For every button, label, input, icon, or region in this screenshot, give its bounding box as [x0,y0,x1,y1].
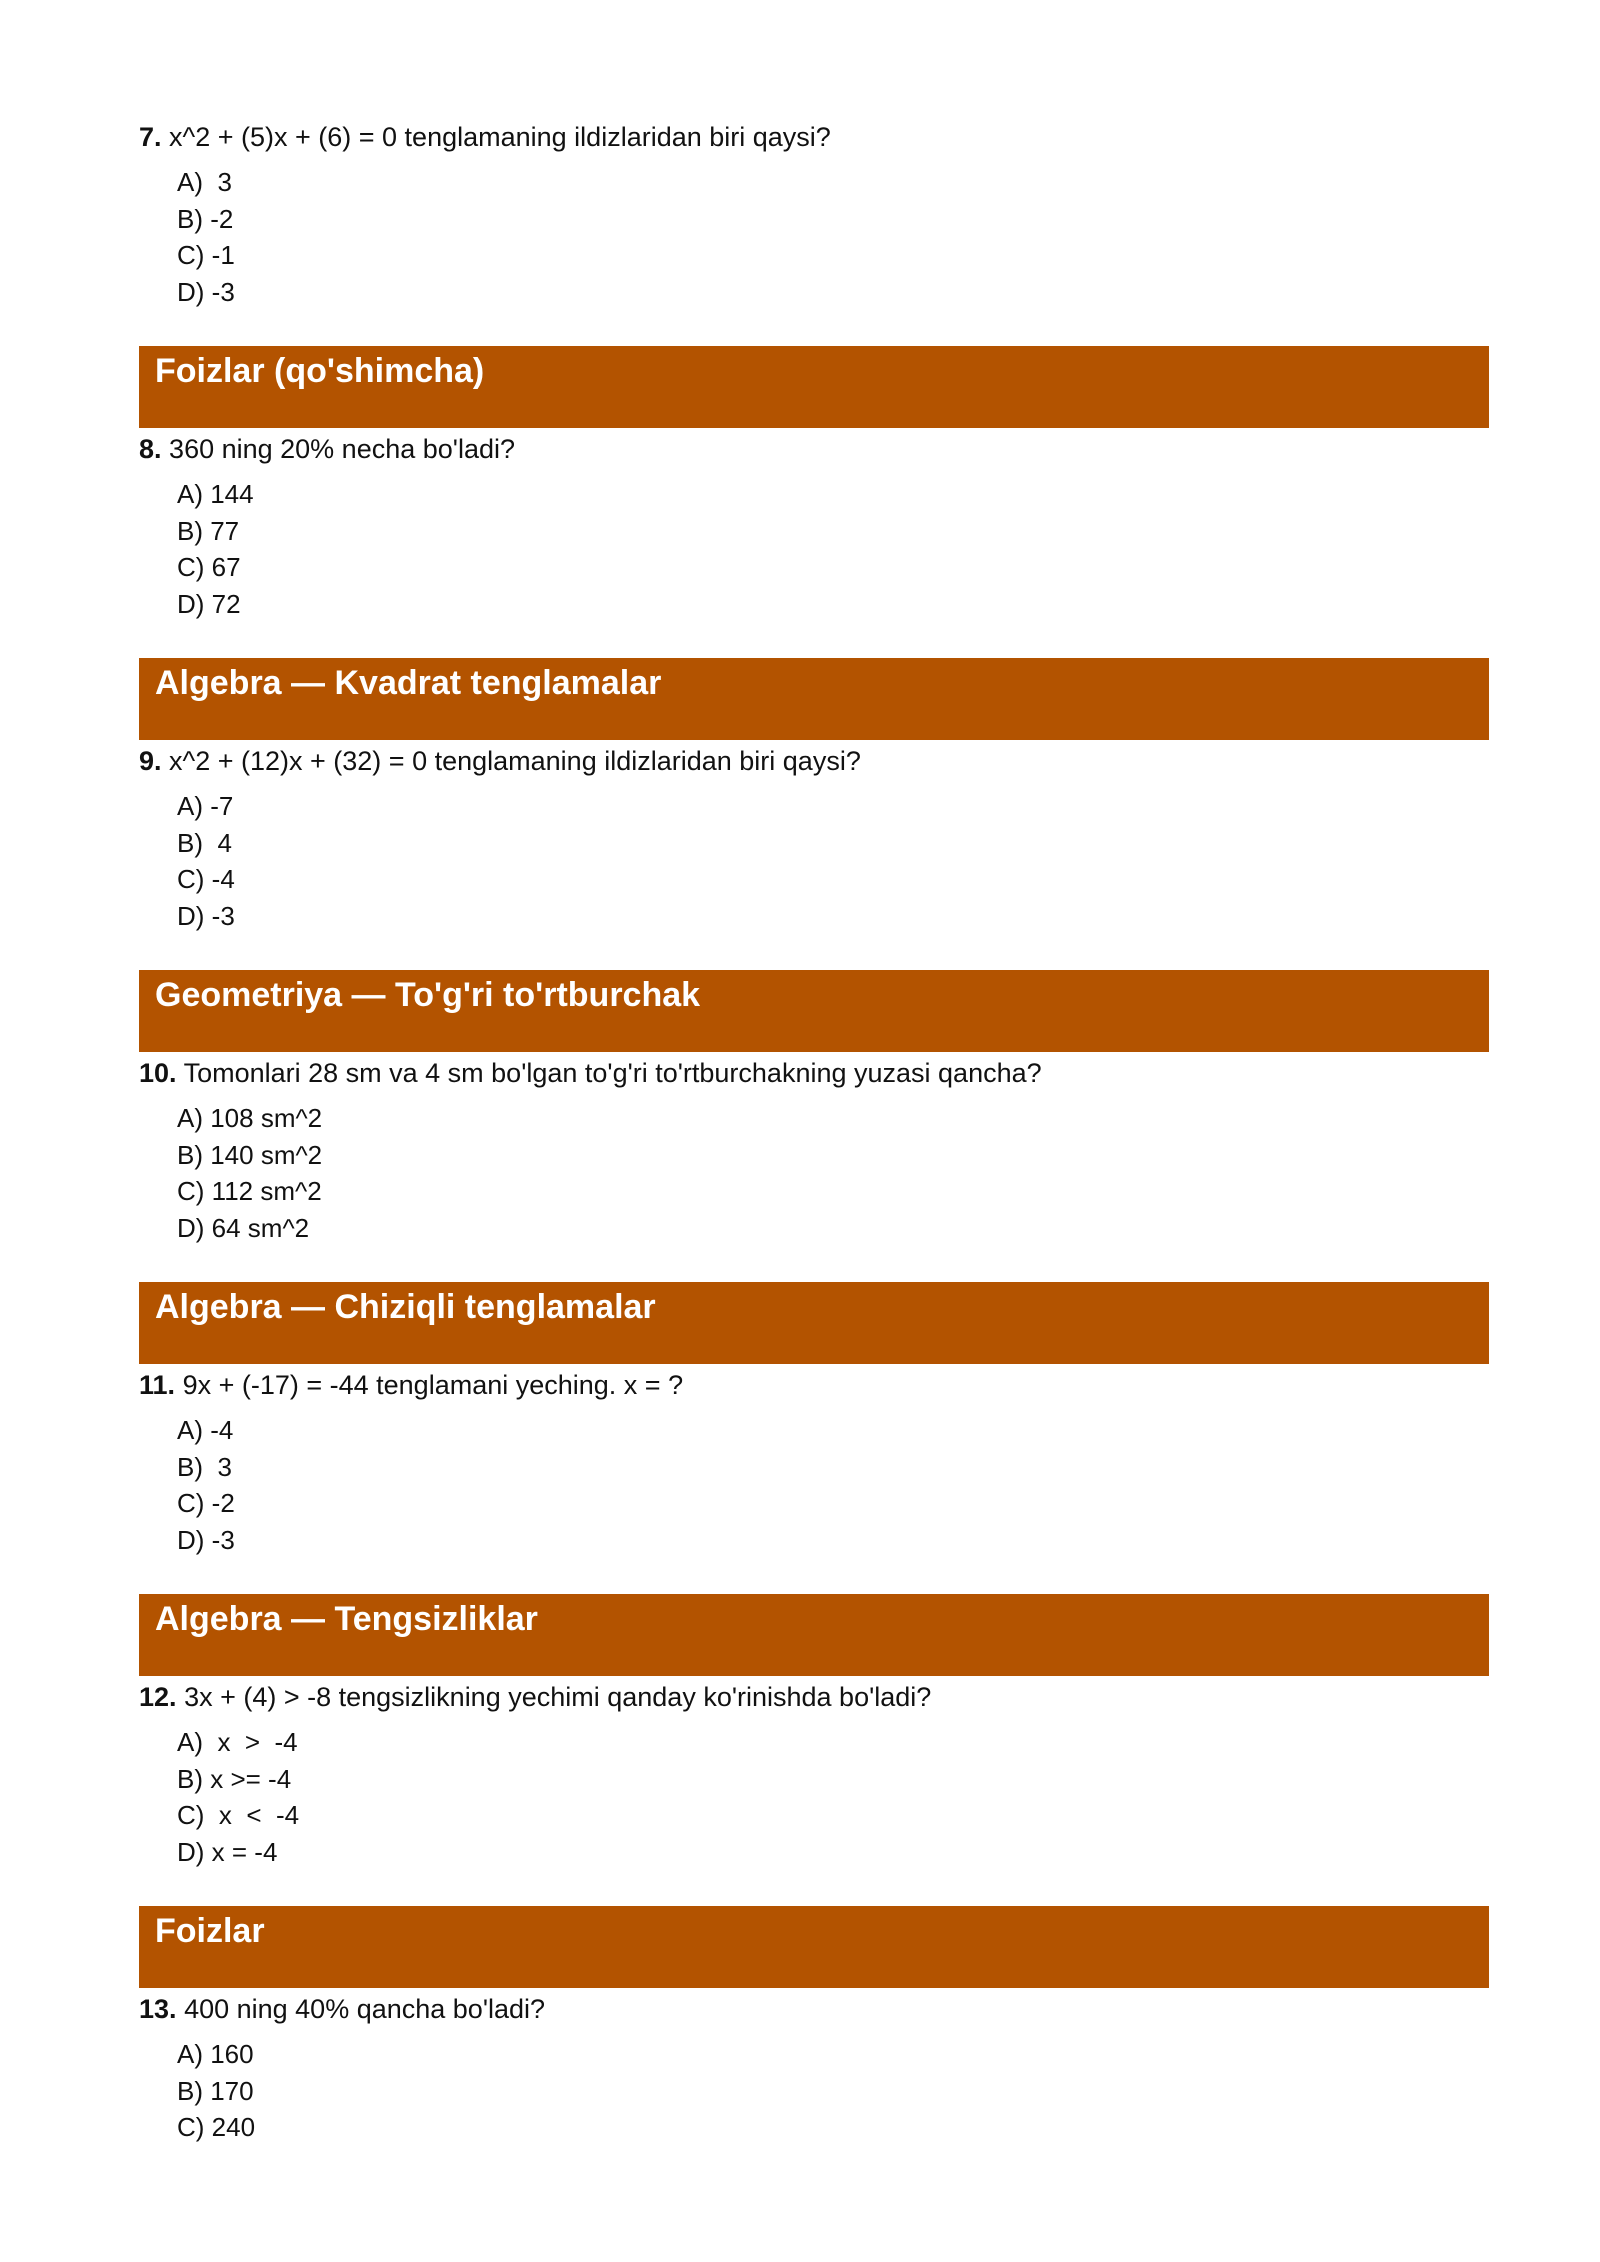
section-header: Foizlar [139,1906,1489,1988]
question-number: 11. [139,1370,176,1400]
answer-option: C) -2 [177,1488,235,1518]
answer-option: A) -4 [177,1415,234,1445]
section-header: Foizlar (qo'shimcha) [139,346,1489,428]
answer-option: D) -3 [177,900,235,931]
answer-option: C) 67 [177,552,241,582]
question-text [139,1992,1489,2026]
question-text [139,1368,1489,1402]
question-text [139,744,1489,778]
answer-options [177,788,1489,934]
answer-option: C) -1 [177,240,235,270]
question-prompt: 400 ning 40% qancha bo'ladi? [184,1994,546,2024]
answer-option: B) 170 [177,2075,254,2106]
answer-option: C) 240 [177,2112,256,2142]
section-header: Algebra — Kvadrat tenglamalar [139,658,1489,740]
answer-options [177,1724,1489,1870]
answer-option: B) 4 [177,827,232,858]
answer-option: A) 3 [177,167,232,197]
question-item [139,432,1489,622]
answer-option: A) 108 sm^2 [177,1103,323,1133]
answer-option: C) 112 sm^2 [177,1176,322,1206]
answer-option: A) 144 [177,479,254,509]
answer-option: C) -4 [177,864,235,894]
question-number: 10. [139,1058,177,1088]
question-number: 8. [139,434,162,464]
question-prompt: 9x + (-17) = -44 tenglamani yeching. x = ? [182,1370,684,1400]
question-item [139,1368,1489,1558]
answer-options [177,2036,1489,2146]
answer-option: B) -2 [177,203,234,234]
question-number: 7. [139,122,162,152]
answer-option: B) 3 [177,1451,232,1482]
question-text [139,1056,1489,1090]
answer-option: B) 77 [177,515,240,546]
question-number: 12. [139,1682,177,1712]
question-prompt: Tomonlari 28 sm va 4 sm bo'lgan to'g'ri to'rtburchakning yuzasi qancha? [183,1058,1042,1088]
question-item [139,1680,1489,1870]
answer-option: B) 140 sm^2 [177,1139,323,1170]
question-item [139,120,1489,310]
answer-option: B) x >= -4 [177,1763,292,1794]
question-item [139,744,1489,934]
answer-options [177,1100,1489,1246]
document-page [139,120,1489,2146]
question-prompt: x^2 + (12)x + (32) = 0 tenglamaning ildizlaridan biri qaysi? [169,746,861,776]
answer-option: D) -3 [177,1524,235,1555]
answer-options [177,476,1489,622]
question-item [139,1056,1489,1246]
question-number: 9. [139,746,162,776]
question-text [139,432,1489,466]
question-text [139,1680,1489,1714]
answer-option: D) -3 [177,276,235,307]
section-header: Algebra — Tengsizliklar [139,1594,1489,1676]
section-header: Algebra — Chiziqli tenglamalar [139,1282,1489,1364]
answer-options [177,164,1489,310]
answer-option: C) x < -4 [177,1800,300,1830]
answer-option: D) x = -4 [177,1836,278,1867]
question-text [139,120,1489,154]
answer-option: D) 72 [177,588,241,619]
answer-option: A) 160 [177,2039,254,2069]
question-prompt: 3x + (4) > -8 tengsizlikning yechimi qanday ko'rinishda bo'ladi? [184,1682,932,1712]
answer-option: A) -7 [177,791,234,821]
question-number: 13. [139,1994,177,2024]
question-item [139,1992,1489,2146]
answer-options [177,1412,1489,1558]
question-prompt: 360 ning 20% necha bo'ladi? [169,434,515,464]
question-prompt: x^2 + (5)x + (6) = 0 tenglamaning ildizlaridan biri qaysi? [169,122,831,152]
answer-option: A) x > -4 [177,1727,298,1757]
answer-option: D) 64 sm^2 [177,1212,310,1243]
section-header: Geometriya — To'g'ri to'rtburchak [139,970,1489,1052]
